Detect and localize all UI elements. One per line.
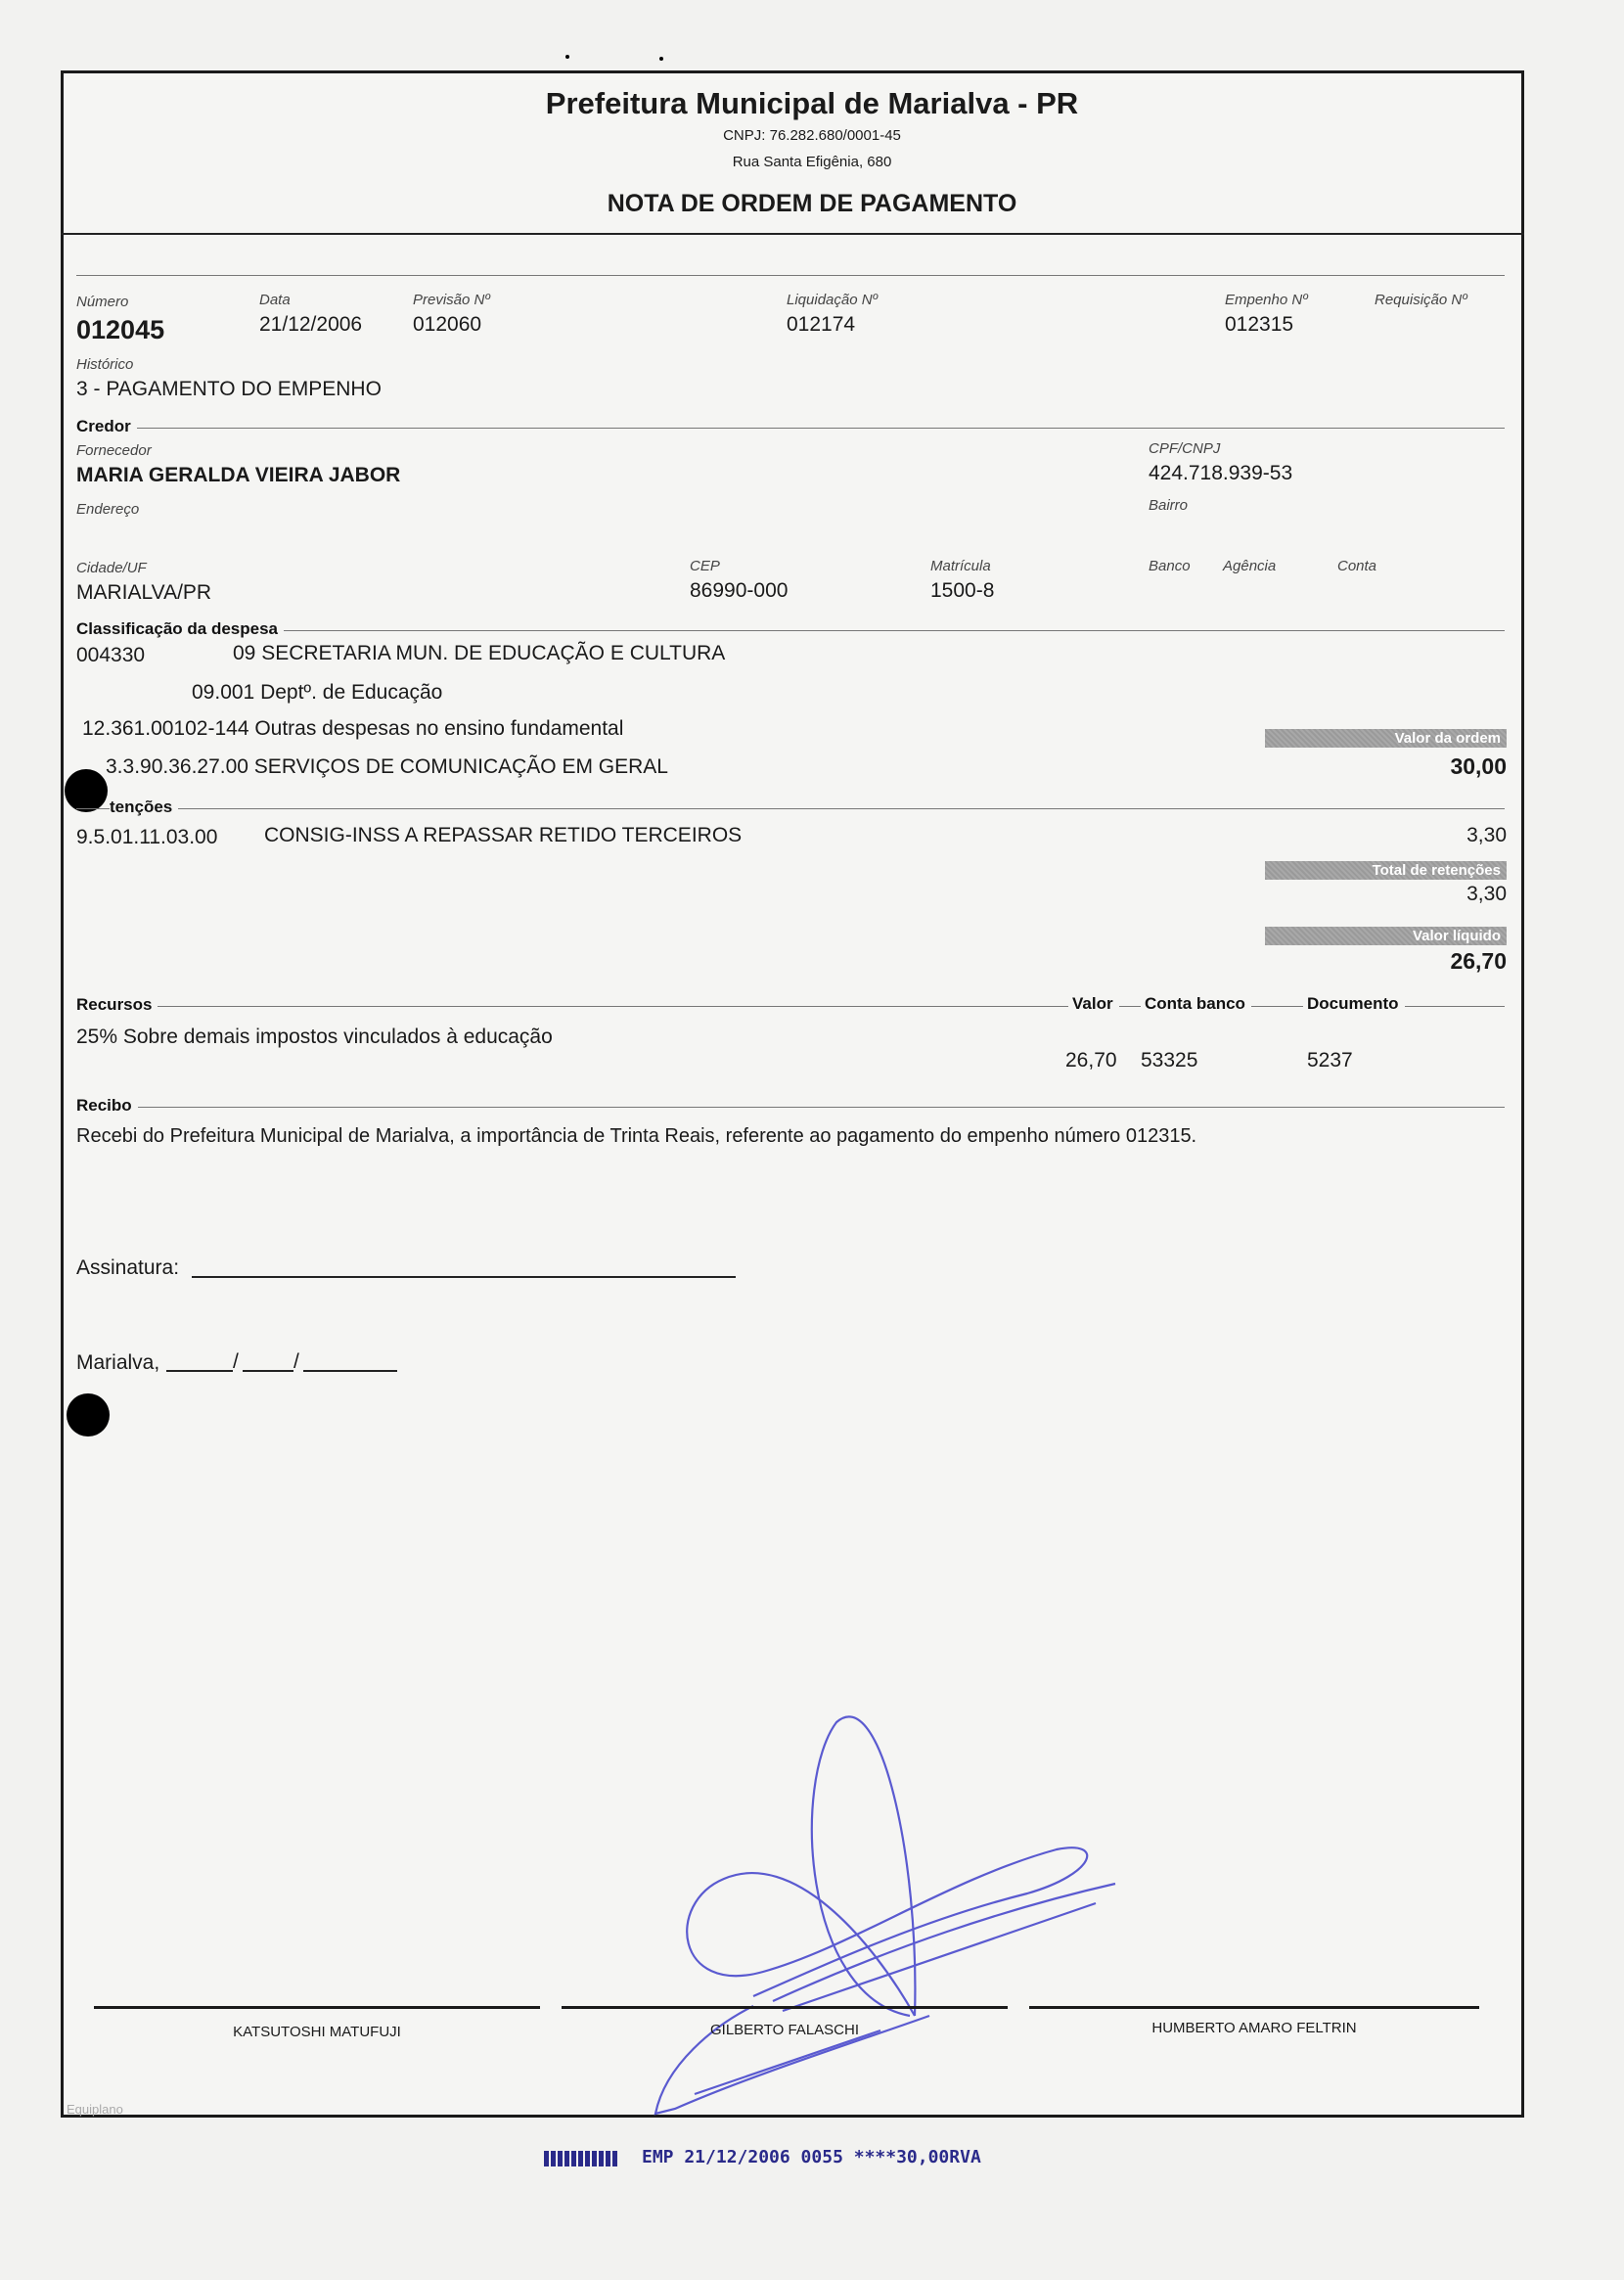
recursos-desc: 25% Sobre demais impostos vinculados à educação [76,1026,553,1048]
retencao-desc: CONSIG-INSS A REPASSAR RETIDO TERCEIROS [264,824,743,846]
numero-label: Número [76,294,129,310]
historico-label: Histórico [76,356,134,373]
retencoes-section: tenções [110,798,178,817]
empenho-value: 012315 [1225,313,1294,336]
assinatura-line [192,1276,736,1278]
valor-liquido-label: Valor líquido [1265,927,1507,945]
signature-name-3: HUMBERTO AMARO FELTRIN [1151,2020,1357,2036]
cep-value: 86990-000 [690,579,789,602]
valor-ordem-label: Valor da ordem [1265,729,1507,748]
requisicao-label: Requisição Nº [1375,292,1467,308]
signature-line-2 [562,2006,1008,2009]
cpf-value: 424.718.939-53 [1149,462,1293,484]
handwritten-signature [636,1703,1145,2133]
cidade-label: Cidade/UF [76,560,147,576]
recursos-documento: 5237 [1307,1049,1353,1072]
date-line-year [303,1370,397,1372]
historico-value: 3 - PAGAMENTO DO EMPENHO [76,378,382,400]
endereco-label: Endereço [76,501,140,518]
credor-rule [76,428,1505,429]
stamp-logo [544,2151,618,2166]
recibo-rule [76,1107,1505,1108]
software-label: Equiplano [67,2102,123,2117]
data-value: 21/12/2006 [259,313,363,336]
classificacao-org: 09 SECRETARIA MUN. DE EDUCAÇÃO E CULTURA [233,642,726,664]
punch-hole [65,769,108,812]
fornecedor-label: Fornecedor [76,442,152,459]
recursos-rule [76,1006,1505,1007]
recursos-section: Recursos [76,995,158,1015]
document-title: NOTA DE ORDEM DE PAGAMENTO [607,190,1017,217]
address-text: Rua Santa Efigênia, 680 [732,154,892,170]
cpf-label: CPF/CNPJ [1149,440,1221,457]
cnpj-text: CNPJ: 76.282.680/0001-45 [723,127,901,144]
numero-value: 012045 [76,315,165,344]
total-retencoes-value: 3,30 [1466,883,1507,905]
retencao-value: 3,30 [1466,824,1507,846]
credor-section: Credor [76,417,137,436]
date-line-month [243,1370,293,1372]
retencoes-rule [76,808,1505,809]
bottom-stamp: EMP 21/12/2006 0055 ****30,00RVA [642,2147,981,2167]
signature-name-1: KATSUTOSHI MATUFUJI [233,2024,401,2040]
page-title: Prefeitura Municipal de Marialva - PR [545,86,1079,120]
recibo-section: Recibo [76,1096,138,1116]
classificacao-section: Classificação da despesa [76,619,284,639]
recibo-text: Recebi do Prefeitura Municipal de Marialva, a importância de Trinta Reais, referente ao pagamento do empenho número 012315. [76,1125,1197,1147]
previsao-label: Previsão Nº [413,292,490,308]
cidade-value: MARIALVA/PR [76,581,212,604]
classificacao-rule [76,630,1505,631]
matricula-value: 1500-8 [930,579,995,602]
signature-name-2: GILBERTO FALASCHI [710,2022,859,2038]
scan-speck [659,57,663,61]
punch-hole [67,1393,110,1436]
valor-ordem-value: 30,00 [1450,753,1507,779]
classificacao-program: 12.361.00102-144 Outras despesas no ensino fundamental [82,717,624,740]
recursos-valor: 26,70 [1065,1049,1117,1072]
liquidacao-label: Liquidação Nº [787,292,879,308]
classificacao-element: 3.3.90.36.27.00 SERVIÇOS DE COMUNICAÇÃO EM GERAL [106,755,668,778]
assinatura-label: Assinatura: [76,1256,180,1279]
liquidacao-value: 012174 [787,313,856,336]
conta-label: Conta [1337,558,1377,574]
bairro-label: Bairro [1149,497,1189,514]
recursos-doc-label: Documento [1303,994,1405,1014]
date-line-day [166,1370,233,1372]
banco-label: Banco [1149,558,1191,574]
fields-rule [76,275,1505,276]
classificacao-code: 004330 [76,644,146,666]
header-divider [61,233,1524,235]
total-retencoes-label: Total de retenções [1265,861,1507,880]
recursos-conta-label: Conta banco [1141,994,1251,1014]
classificacao-unit: 09.001 Deptº. de Educação [192,681,443,704]
cep-label: CEP [690,558,720,574]
matricula-label: Matrícula [930,558,991,574]
agencia-label: Agência [1223,558,1277,574]
date-sep-1: / [233,1350,239,1373]
previsao-value: 012060 [413,313,482,336]
empenho-label: Empenho Nº [1225,292,1308,308]
valor-liquido-value: 26,70 [1450,948,1507,974]
recursos-valor-label: Valor [1068,994,1119,1014]
date-sep-2: / [293,1350,299,1373]
scan-speck [565,55,569,59]
data-label: Data [259,292,291,308]
marialva-label: Marialva, [76,1351,160,1374]
signature-line-3 [1029,2006,1479,2009]
signature-line-1 [94,2006,540,2009]
recursos-conta: 53325 [1141,1049,1198,1072]
retencao-code: 9.5.01.11.03.00 [76,826,218,848]
fornecedor-value: MARIA GERALDA VIEIRA JABOR [76,464,401,486]
